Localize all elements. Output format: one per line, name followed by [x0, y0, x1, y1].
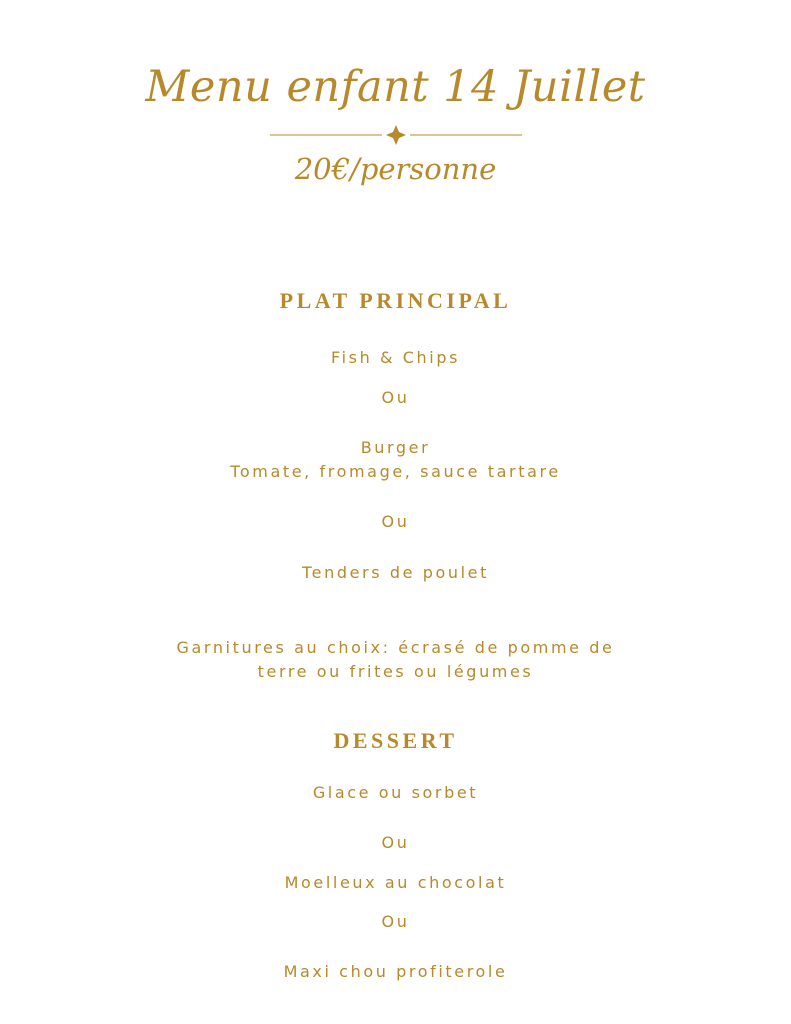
dessert-option-glace: Glace ou sorbet — [312, 783, 479, 802]
plat-separator-ou: Ou — [381, 512, 410, 531]
star-divider — [270, 124, 522, 146]
plat-separator-ou: Ou — [381, 388, 410, 407]
dessert-heading: DESSERT — [333, 728, 458, 753]
plat-option-tenders: Tenders de poulet — [302, 563, 489, 582]
dessert-separator-ou: Ou — [381, 912, 410, 931]
dessert-separator-ou: Ou — [381, 833, 410, 852]
plat-option-burger-detail: Tomate, fromage, sauce tartare — [230, 462, 561, 481]
menu-price: 20€/personne — [294, 152, 497, 186]
dessert-option-moelleux: Moelleux au chocolat — [284, 873, 507, 892]
dessert-option-profiterole: Maxi chou profiterole — [283, 962, 508, 981]
plat-option-burger: Burger — [360, 438, 431, 457]
menu-title: Menu enfant 14 Juillet — [145, 62, 646, 112]
garnitures-line-2: terre ou frites ou légumes — [257, 662, 534, 681]
plat-principal-heading: PLAT PRINCIPAL — [279, 288, 512, 313]
plat-option-fish-chips: Fish & Chips — [330, 348, 461, 367]
garnitures-line-1: Garnitures au choix: écrasé de pomme de — [176, 638, 615, 657]
